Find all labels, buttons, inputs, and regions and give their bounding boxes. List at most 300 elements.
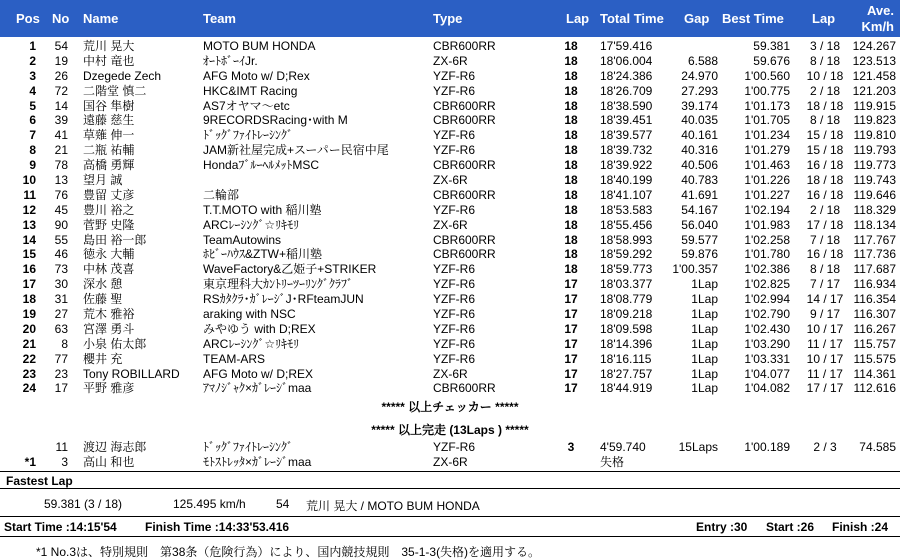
cell-team: 二輪部 xyxy=(203,187,240,202)
cell-lap: 18 xyxy=(564,232,578,247)
cell-team: ｵｰﾄﾎﾞｰｲJr. xyxy=(203,53,258,68)
cell-total-time: 失格 xyxy=(600,454,625,469)
cell-gap: 1Lap xyxy=(691,292,718,307)
cell-ave-speed: 119.810 xyxy=(853,128,896,143)
cell-type: YZF-R6 xyxy=(433,292,475,307)
cell-name: 深水 憩 xyxy=(83,277,123,292)
cell-type: YZF-R6 xyxy=(433,262,475,277)
cell-best-lap: 10 / 17 xyxy=(806,351,844,366)
table-row xyxy=(0,307,900,322)
non-finisher-rows xyxy=(0,440,900,470)
cell-team: HondaﾌﾞﾙｰﾍﾙﾒｯﾄMSC xyxy=(203,158,320,173)
cell-pos: 4 xyxy=(29,83,36,98)
cell-ave-speed: 117.736 xyxy=(853,247,896,262)
cell-gap: 40.783 xyxy=(681,173,718,188)
cell-pos: 22 xyxy=(22,351,36,366)
col-total-time: Total Time xyxy=(600,11,664,26)
cell-best-lap: 2 / 3 xyxy=(813,440,837,454)
col-ave-line1: Ave. xyxy=(867,3,894,18)
cell-type: YZF-R6 xyxy=(433,202,475,217)
cell-no: 54 xyxy=(54,39,68,53)
cell-lap: 18 xyxy=(564,98,578,113)
table-row xyxy=(0,158,900,173)
cell-name: 二瓶 祐輔 xyxy=(83,143,135,158)
cell-no: 72 xyxy=(54,83,68,98)
cell-ave-speed: 119.743 xyxy=(853,173,896,188)
cell-best-time: 1'01.983 xyxy=(744,217,790,232)
cell-team: ARCﾚｰｼﾝｸﾞ☆ﾘｷﾓﾘ xyxy=(203,217,300,232)
cell-name: 豊留 丈彦 xyxy=(83,187,135,202)
cell-lap: 17 xyxy=(564,292,578,307)
cell-name: 櫻井 充 xyxy=(83,351,123,366)
cell-best-time: 1'00.189 xyxy=(744,440,790,454)
cell-best-time: 1'04.082 xyxy=(744,381,790,396)
cell-type: YZF-R6 xyxy=(433,321,475,336)
cell-gap: 59.876 xyxy=(681,247,718,262)
cell-best-lap: 9 / 17 xyxy=(809,307,841,322)
cell-no: 23 xyxy=(54,366,68,381)
cell-no: 55 xyxy=(54,232,68,247)
cell-type: YZF-R6 xyxy=(433,351,475,366)
cell-best-lap: 8 / 18 xyxy=(809,113,841,128)
cell-total-time: 18'53.583 xyxy=(600,202,653,217)
cell-type: CBR600RR xyxy=(433,232,496,247)
cell-total-time: 18'39.922 xyxy=(600,158,653,173)
cell-ave-speed: 116.354 xyxy=(853,292,896,307)
entry-count: Entry :30 xyxy=(696,520,748,534)
cell-lap: 18 xyxy=(564,143,578,158)
cell-lap: 18 xyxy=(564,113,578,128)
table-row xyxy=(0,128,900,143)
cell-best-time: 1'02.994 xyxy=(744,292,790,307)
col-team: Team xyxy=(203,11,236,26)
cell-pos: 13 xyxy=(22,217,36,232)
cell-type: YZF-R6 xyxy=(433,307,475,322)
divider xyxy=(0,471,900,472)
cell-no: 45 xyxy=(54,202,68,217)
cell-pos: 20 xyxy=(22,321,36,336)
cell-best-lap: 14 / 17 xyxy=(806,292,844,307)
results-table-header xyxy=(0,0,900,37)
cell-best-lap: 8 / 18 xyxy=(809,262,841,277)
cell-team: ﾎﾋﾞｰﾊｳｽ&ZTW+稲川塾 xyxy=(203,247,322,262)
cell-lap: 18 xyxy=(564,173,578,188)
cell-best-time: 1'02.430 xyxy=(744,321,790,336)
cell-pos: 12 xyxy=(22,202,36,217)
cell-pos: 14 xyxy=(22,232,36,247)
cell-best-lap: 2 / 18 xyxy=(809,83,841,98)
cell-lap: 18 xyxy=(564,83,578,98)
table-row xyxy=(0,203,900,218)
cell-type: YZF-R6 xyxy=(433,68,475,83)
cell-ave-speed: 117.767 xyxy=(853,232,896,247)
cell-best-time: 59.676 xyxy=(753,53,790,68)
cell-pos: 16 xyxy=(22,262,36,277)
cell-name: 荒木 雅裕 xyxy=(83,307,135,322)
cell-type: YZF-R6 xyxy=(433,83,475,98)
cell-gap: 15Laps xyxy=(678,440,718,454)
cell-no: 8 xyxy=(61,336,68,351)
cell-gap: 6.588 xyxy=(687,53,718,68)
cell-team: T.T.MOTO with 稲川塾 xyxy=(203,202,322,217)
col-pos: Pos xyxy=(16,11,40,26)
cell-name: 中村 竜也 xyxy=(83,53,135,68)
divider xyxy=(0,488,900,489)
cell-pos: 17 xyxy=(22,277,36,292)
cell-lap: 18 xyxy=(564,39,578,53)
table-row xyxy=(0,233,900,248)
cell-total-time: 18'08.779 xyxy=(600,292,653,307)
cell-total-time: 18'27.757 xyxy=(600,366,653,381)
cell-lap: 17 xyxy=(564,381,578,396)
cell-ave-speed: 123.513 xyxy=(852,53,896,68)
cell-type: CBR600RR xyxy=(433,98,496,113)
cell-ave-speed: 119.823 xyxy=(853,113,896,128)
cell-no: 19 xyxy=(54,53,68,68)
cell-name: 草薙 伸一 xyxy=(83,128,135,143)
finish-notice: ***** 以上完走 (13Laps ) ***** xyxy=(371,423,529,437)
table-row xyxy=(0,440,900,455)
cell-name: 二階堂 慎二 xyxy=(83,83,147,98)
cell-best-time: 1'01.463 xyxy=(744,158,790,173)
cell-best-time: 1'01.234 xyxy=(744,128,790,143)
cell-ave-speed: 112.616 xyxy=(853,381,896,396)
col-best-time: Best Time xyxy=(722,11,784,26)
cell-gap: 1Lap xyxy=(691,277,718,292)
cell-gap: 41.691 xyxy=(681,187,718,202)
cell-total-time: 18'14.396 xyxy=(600,336,653,351)
cell-team: ARCﾚｰｼﾝｸﾞ☆ﾘｷﾓﾘ xyxy=(203,336,300,351)
cell-best-lap: 10 / 18 xyxy=(806,68,844,83)
cell-type: ZX-6R xyxy=(433,454,468,469)
divider xyxy=(0,536,900,537)
cell-name: Tony ROBILLARD xyxy=(83,366,180,381)
cell-gap: 1'00.357 xyxy=(672,262,718,277)
table-row xyxy=(0,337,900,352)
cell-best-lap: 18 / 18 xyxy=(806,98,844,113)
cell-best-lap: 16 / 18 xyxy=(806,158,844,173)
cell-best-time: 1'01.173 xyxy=(744,98,790,113)
table-row xyxy=(0,322,900,337)
cell-team: TeamAutowins xyxy=(203,232,282,247)
cell-total-time: 18'59.292 xyxy=(600,247,653,262)
cell-team: araking with NSC xyxy=(203,307,296,322)
table-row xyxy=(0,84,900,99)
table-row xyxy=(0,188,900,203)
cell-team: RSｶﾀｸﾗ･ｶﾞﾚｰｼﾞJ･RFteamJUN xyxy=(203,292,364,307)
cell-pos: 9 xyxy=(29,158,36,173)
cell-best-time: 1'02.194 xyxy=(744,202,790,217)
fastest-lap-no: 54 xyxy=(276,497,290,511)
cell-type: YZF-R6 xyxy=(433,277,475,292)
cell-pos: 2 xyxy=(29,53,36,68)
cell-best-lap: 16 / 18 xyxy=(806,247,844,262)
cell-team: みやゆう with D;REX xyxy=(203,321,316,336)
cell-best-time: 1'02.825 xyxy=(744,277,790,292)
cell-team: HKC&IMT Racing xyxy=(203,83,298,98)
cell-best-lap: 18 / 18 xyxy=(806,173,844,188)
cell-ave-speed: 115.757 xyxy=(853,336,896,351)
cell-team: JAM新社屋完成+スーパー民宿中尾 xyxy=(203,143,389,158)
cell-best-lap: 7 / 18 xyxy=(809,232,841,247)
cell-type: CBR600RR xyxy=(433,39,496,53)
cell-team: 東京理科大ｶﾝﾄﾘｰﾂｰﾘﾝｸﾞｸﾗﾌﾞ xyxy=(203,277,354,292)
cell-type: CBR600RR xyxy=(433,158,496,173)
cell-lap: 18 xyxy=(564,187,578,202)
cell-lap: 18 xyxy=(564,128,578,143)
cell-total-time: 18'58.993 xyxy=(600,232,653,247)
table-row xyxy=(0,455,900,470)
cell-type: ZX-6R xyxy=(433,173,468,188)
divider xyxy=(0,516,900,517)
cell-pos: 19 xyxy=(22,307,36,322)
cell-total-time: 4'59.740 xyxy=(600,440,646,454)
results-rows xyxy=(0,39,900,396)
cell-total-time: 18'06.004 xyxy=(600,53,653,68)
cell-ave-speed: 117.687 xyxy=(853,262,896,277)
start-count: Start :26 xyxy=(766,520,815,534)
table-row xyxy=(0,143,900,158)
cell-team: AFG Moto w/ D;Rex xyxy=(203,68,310,83)
checker-notice: ***** 以上チェッカー ***** xyxy=(381,400,519,414)
cell-ave-speed: 116.934 xyxy=(853,277,896,292)
cell-pos: 23 xyxy=(22,366,36,381)
cell-ave-speed: 116.267 xyxy=(853,321,896,336)
cell-ave-speed: 118.329 xyxy=(853,202,896,217)
cell-total-time: 18'39.732 xyxy=(600,143,653,158)
cell-gap: 24.970 xyxy=(681,68,718,83)
cell-best-lap: 15 / 18 xyxy=(806,128,844,143)
cell-team: 9RECORDSRacing･with M xyxy=(203,113,348,128)
cell-best-lap: 17 / 17 xyxy=(806,381,844,396)
cell-team: ﾄﾞｯｸﾞﾌｧｲﾄﾚｰｼﾝｸﾞ xyxy=(203,440,294,454)
cell-gap: 39.174 xyxy=(681,98,718,113)
table-row xyxy=(0,69,900,84)
cell-team: ｱﾏﾉｼﾞｬｸ×ｶﾞﾚｰｼﾞmaa xyxy=(203,381,312,396)
cell-no: 26 xyxy=(54,68,68,83)
cell-type: CBR600RR xyxy=(433,187,496,202)
cell-ave-speed: 114.361 xyxy=(853,366,896,381)
cell-name: 渡辺 海志郎 xyxy=(83,440,147,454)
start-time: Start Time :14:15'54 xyxy=(4,520,117,534)
cell-gap: 59.577 xyxy=(681,232,718,247)
table-row xyxy=(0,99,900,114)
cell-type: YZF-R6 xyxy=(433,336,475,351)
cell-name: 国谷 隼樹 xyxy=(83,98,135,113)
cell-no: 3 xyxy=(61,454,68,469)
cell-lap: 17 xyxy=(564,277,578,292)
table-row xyxy=(0,367,900,382)
cell-name: 望月 誠 xyxy=(83,173,123,188)
cell-pos: 6 xyxy=(29,113,36,128)
cell-type: ZX-6R xyxy=(433,217,468,232)
cell-total-time: 18'24.386 xyxy=(600,68,653,83)
cell-pos: *1 xyxy=(24,454,36,469)
cell-name: 中林 茂喜 xyxy=(83,262,135,277)
cell-ave-speed: 119.646 xyxy=(853,187,896,202)
cell-best-time: 1'01.780 xyxy=(744,247,790,262)
cell-team: MOTO BUM HONDA xyxy=(203,39,316,53)
cell-ave-speed: 116.307 xyxy=(853,307,896,322)
col-gap: Gap xyxy=(684,11,710,26)
col-best-lap: Lap xyxy=(812,11,836,26)
footnote: *1 No.3は、特別規則 第38条（危険行為）により、国内競技規則 35-1-3(失格)を適用する。 xyxy=(36,545,541,559)
table-row xyxy=(0,262,900,277)
cell-type: CBR600RR xyxy=(433,113,496,128)
cell-ave-speed: 74.585 xyxy=(859,440,896,454)
col-type: Type xyxy=(433,11,463,26)
cell-no: 77 xyxy=(54,351,68,366)
cell-best-time: 59.381 xyxy=(753,39,790,53)
cell-no: 46 xyxy=(54,247,68,262)
cell-best-time: 1'03.331 xyxy=(744,351,790,366)
cell-lap: 17 xyxy=(564,366,578,381)
cell-ave-speed: 115.575 xyxy=(853,351,896,366)
cell-pos: 10 xyxy=(22,173,36,188)
fastest-lap-label: Fastest Lap xyxy=(6,474,73,488)
cell-best-lap: 11 / 17 xyxy=(807,336,843,351)
cell-best-time: 1'00.560 xyxy=(744,68,790,83)
table-row xyxy=(0,381,900,396)
cell-ave-speed: 124.267 xyxy=(852,39,896,53)
cell-team: AFG Moto w/ D;REX xyxy=(203,366,314,381)
cell-gap: 40.161 xyxy=(681,128,718,143)
cell-name: 宮澤 勇斗 xyxy=(83,321,135,336)
cell-no: 11 xyxy=(55,440,68,454)
cell-pos: 7 xyxy=(29,128,36,143)
cell-name: 島田 裕一郎 xyxy=(83,232,147,247)
cell-total-time: 18'09.218 xyxy=(600,307,653,322)
cell-best-time: 1'01.279 xyxy=(744,143,790,158)
cell-total-time: 18'41.107 xyxy=(600,187,653,202)
cell-lap: 17 xyxy=(564,336,578,351)
cell-name: 佐藤 聖 xyxy=(83,292,123,307)
cell-best-time: 1'03.290 xyxy=(744,336,790,351)
cell-total-time: 18'03.377 xyxy=(600,277,653,292)
cell-name: 高橋 勇輝 xyxy=(83,158,135,173)
cell-best-time: 1'02.790 xyxy=(744,307,790,322)
cell-total-time: 17'59.416 xyxy=(600,39,653,53)
cell-no: 41 xyxy=(54,128,68,143)
cell-lap: 18 xyxy=(564,68,578,83)
cell-best-lap: 2 / 18 xyxy=(809,202,841,217)
cell-gap: 40.035 xyxy=(681,113,718,128)
cell-gap: 54.167 xyxy=(681,202,718,217)
cell-best-time: 1'04.077 xyxy=(744,366,790,381)
cell-no: 30 xyxy=(54,277,68,292)
cell-name: Dzegede Zech xyxy=(83,68,162,83)
table-row xyxy=(0,352,900,367)
cell-no: 39 xyxy=(54,113,68,128)
cell-pos: 8 xyxy=(29,143,36,158)
cell-best-lap: 8 / 18 xyxy=(809,53,841,68)
cell-type: CBR600RR xyxy=(433,381,496,396)
cell-no: 90 xyxy=(54,217,68,232)
cell-lap: 18 xyxy=(564,262,578,277)
cell-total-time: 18'26.709 xyxy=(600,83,653,98)
cell-best-lap: 3 / 18 xyxy=(809,39,841,53)
cell-name: 小泉 佑太郎 xyxy=(83,336,147,351)
cell-name: 平野 雅彦 xyxy=(83,381,135,396)
col-lap: Lap xyxy=(566,11,590,26)
table-row xyxy=(0,54,900,69)
cell-gap: 1Lap xyxy=(691,336,718,351)
cell-name: 荒川 晃大 xyxy=(83,39,135,53)
cell-total-time: 18'40.199 xyxy=(600,173,653,188)
cell-no: 78 xyxy=(54,158,68,173)
cell-best-lap: 16 / 18 xyxy=(806,187,844,202)
col-no: No xyxy=(52,11,70,26)
cell-best-time: 1'01.227 xyxy=(744,187,790,202)
cell-best-lap: 11 / 17 xyxy=(807,366,843,381)
table-row xyxy=(0,277,900,292)
cell-lap: 17 xyxy=(564,351,578,366)
cell-gap: 56.040 xyxy=(681,217,718,232)
cell-total-time: 18'16.115 xyxy=(600,351,652,366)
cell-ave-speed: 121.458 xyxy=(852,68,896,83)
cell-no: 17 xyxy=(54,381,68,396)
cell-pos: 11 xyxy=(23,187,36,202)
cell-pos: 21 xyxy=(22,336,36,351)
table-row xyxy=(0,113,900,128)
cell-no: 31 xyxy=(54,292,68,307)
cell-best-lap: 17 / 18 xyxy=(806,217,844,232)
cell-name: 豊川 裕之 xyxy=(83,202,135,217)
cell-team: AS7オヤマ～etc xyxy=(203,98,290,113)
cell-ave-speed: 119.793 xyxy=(853,143,896,158)
cell-name: 徳永 大輔 xyxy=(83,247,135,262)
cell-total-time: 18'09.598 xyxy=(600,321,653,336)
cell-best-time: 1'01.705 xyxy=(744,113,790,128)
cell-pos: 5 xyxy=(29,98,36,113)
cell-type: YZF-R6 xyxy=(433,440,475,454)
cell-type: CBR600RR xyxy=(433,247,496,262)
cell-gap: 1Lap xyxy=(691,381,718,396)
fastest-lap-speed: 125.495 km/h xyxy=(173,497,246,511)
cell-pos: 18 xyxy=(22,292,36,307)
cell-pos: 1 xyxy=(29,39,36,53)
cell-best-lap: 7 / 17 xyxy=(809,277,841,292)
cell-best-time: 1'02.258 xyxy=(744,232,790,247)
cell-type: YZF-R6 xyxy=(433,143,475,158)
cell-best-time: 1'02.386 xyxy=(744,262,790,277)
cell-total-time: 18'55.456 xyxy=(600,217,653,232)
cell-team: WaveFactory&乙姫子+STRIKER xyxy=(203,262,377,277)
cell-no: 27 xyxy=(54,307,68,322)
cell-ave-speed: 119.915 xyxy=(853,98,896,113)
cell-ave-speed: 119.773 xyxy=(853,158,896,173)
cell-lap: 18 xyxy=(564,202,578,217)
col-name: Name xyxy=(83,11,119,26)
cell-lap: 17 xyxy=(564,321,578,336)
cell-total-time: 18'39.451 xyxy=(600,113,653,128)
cell-team: TEAM-ARS xyxy=(203,351,266,366)
finish-time: Finish Time :14:33'53.416 xyxy=(145,520,290,534)
cell-gap: 27.293 xyxy=(681,83,718,98)
cell-gap: 1Lap xyxy=(691,307,718,322)
cell-gap: 1Lap xyxy=(691,321,718,336)
cell-no: 14 xyxy=(54,98,68,113)
cell-no: 13 xyxy=(54,173,68,188)
table-row xyxy=(0,173,900,188)
finish-count: Finish :24 xyxy=(832,520,889,534)
cell-total-time: 18'39.577 xyxy=(600,128,653,143)
cell-name: 菅野 史隆 xyxy=(83,217,135,232)
table-row xyxy=(0,218,900,233)
cell-lap: 18 xyxy=(564,53,578,68)
cell-gap: 40.506 xyxy=(681,158,718,173)
cell-name: 遠藤 慈生 xyxy=(83,113,135,128)
